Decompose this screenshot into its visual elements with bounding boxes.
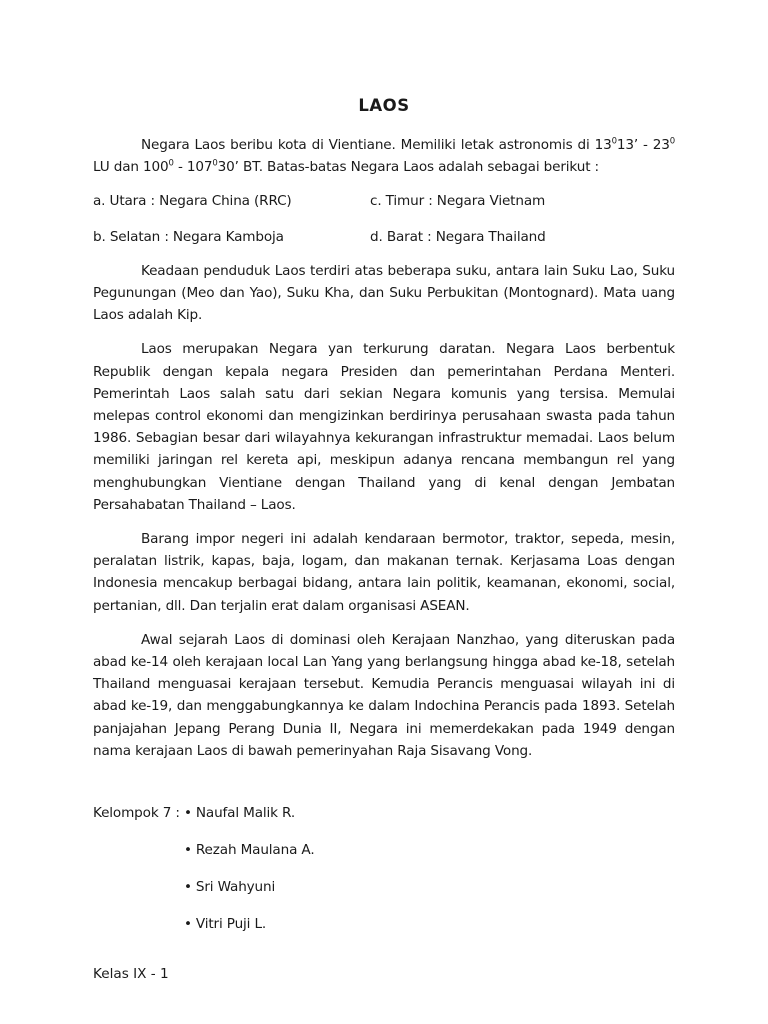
group-row (93, 839, 675, 876)
paragraph-gap (93, 617, 675, 629)
member-name: Sri Wahyuni (195, 879, 276, 896)
border-east: c. Timur : Negara Vietnam (370, 193, 546, 210)
paragraph-gap (93, 516, 675, 528)
document-title: LAOS (358, 96, 410, 115)
intro-text-3: LU dan 100 (93, 159, 169, 176)
population-paragraph: Keadaan penduduk Laos terdiri atas beberapa suku, antara lain Suku Lao, Suku Pegunungan (Meo dan Yao), Suku Kha, dan Suku Perbukitan (Montognard). Mata uang Laos adalah Kip. (93, 262, 675, 324)
degree-sup-2: 0 (669, 136, 676, 147)
intro-text-4: - 107 (173, 159, 213, 176)
bullet-icon: • (184, 842, 192, 859)
group-label: Kelompok 7 : (93, 805, 180, 822)
intro-text-1: Negara Laos beribu kota di Vientiane. Memiliki letak astronomis di 13 (141, 137, 612, 153)
history-paragraph: Awal sejarah Laos di dominasi oleh Kerajaan Nanzhao, yang diteruskan pada abad ke-14 oleh kerajaan local Lan Yang yang berlangsung hingga abad ke-18, setelah Thailand menguasai kerajaan tersebut. Kemudia Perancis menguasai wilayah ini di abad ke-19, dan menggabungkannya ke dalam Indochina Perancis pada 1893. Setelah panjajahan Jepang Perang Dunia II, Negara ini memerdekakan pada 1949 dengan nama kerajaan Laos di bawah pemerinyahan Raja Sisavang Vong. (93, 631, 675, 759)
bullet-icon: • (184, 879, 192, 896)
bullet-icon: • (184, 916, 192, 933)
border-west: d. Barat : Negara Thailand (370, 228, 546, 245)
class-label: Kelas IX - 1 (93, 966, 169, 982)
trade-paragraph: Barang impor negeri ini adalah kendaraan bermotor, traktor, sepeda, mesin, peralatan listrik, kapas, baja, logam, dan makanan ternak. Kerjasama Loas dengan Indonesia mencakup berbagai bidang, antara lain politik, keamanan, ekonomi, social, pertanian, dll. Dan terjalin erat dalam organisasi ASEAN. (93, 531, 675, 614)
member-name: Naufal Malik R. (195, 805, 296, 822)
intro-text-2: 13’ - 23 (616, 137, 670, 153)
member-name: Vitri Puji L. (195, 916, 267, 933)
group-row-first (93, 802, 675, 839)
government-paragraph: Laos merupakan Negara yan terkurung daratan. Negara Laos berbentuk Republik dengan kepala negara Presiden dan pemerintahan Perdana Menteri. Pemerintah Laos salah satu dari sekian Negara komunis yang tersisa. Memulai melepas control ekonomi dan mengizinkan berdirinya perusahaan swasta pada tahun 1986. Sebagian besar dari wilayahnya kekurangan infrastruktur memadai. Laos belum memiliki jaringan rel kereta api, meskipun adanya rencana membangun rel yang menghubungkan Vientiane dengan Thailand yang di kenal dengan Jembatan Persahabatan Thailand – Laos. (93, 341, 675, 513)
intro-text-5: 30’ BT. Batas-batas Negara Laos adalah sebagai berikut : (217, 159, 599, 176)
border-south: b. Selatan : Negara Kamboja (93, 228, 284, 245)
intro-paragraph (93, 134, 675, 178)
degree-sup-4: 0 (212, 158, 218, 169)
degree-sup-3: 0 (168, 158, 174, 169)
group-members (93, 802, 675, 950)
group-row (93, 913, 675, 950)
group-row (93, 876, 675, 913)
member-name: Rezah Maulana A. (195, 842, 315, 859)
document-body (93, 94, 675, 950)
bullet-icon: • (184, 805, 192, 822)
borders-list (93, 190, 675, 247)
border-north: a. Utara : Negara China (RRC) (93, 193, 292, 210)
degree-sup-1: 0 (611, 136, 617, 147)
paragraph-gap (93, 326, 675, 338)
